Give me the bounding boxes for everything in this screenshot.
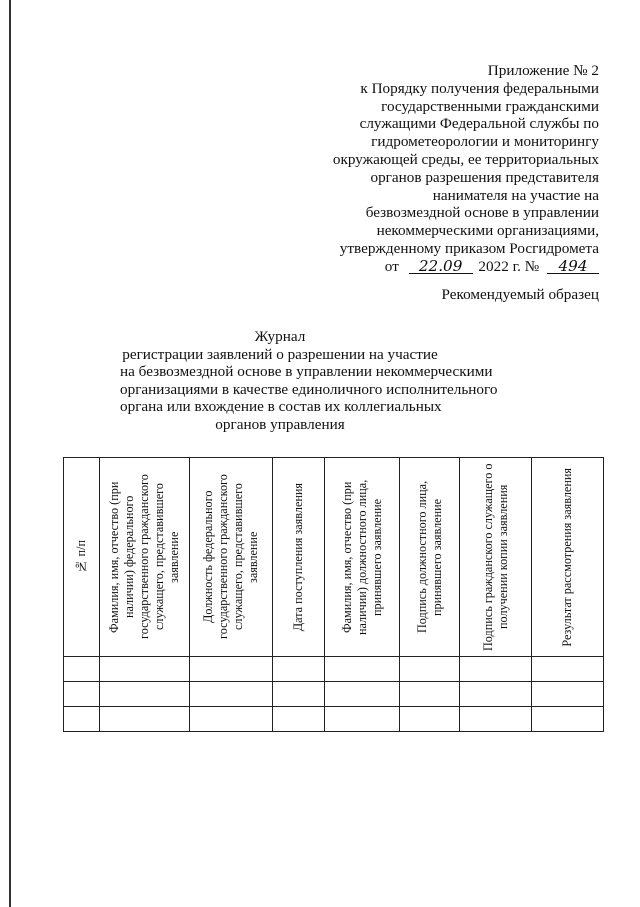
table-cell	[325, 682, 400, 707]
table-cell	[100, 657, 190, 682]
journal-heading: Журнал	[254, 328, 306, 345]
table-cell	[400, 657, 460, 682]
table-cell	[100, 682, 190, 707]
journal-title-line: органа или вхождение в состав их коллегиальных	[120, 398, 442, 416]
journal-title-line: регистрации заявлений о разрешении на участие	[122, 345, 438, 363]
table-cell	[190, 657, 273, 682]
appendix-line: служащими Федеральной службы по	[359, 115, 599, 133]
table-cell	[400, 707, 460, 732]
date-prefix: от	[384, 257, 399, 275]
date-middle: 2022 г. №	[478, 257, 540, 275]
table-cell	[460, 682, 532, 707]
table-cell	[190, 707, 273, 732]
handwritten-date: 22.09	[409, 259, 473, 274]
column-header: Результат рассмотрения заявления	[532, 458, 604, 657]
table-row	[64, 707, 604, 732]
table-row	[64, 682, 604, 707]
appendix-line: органов разрешения представителя	[370, 168, 599, 186]
appendix-line: к Порядку получения федеральными	[360, 79, 599, 97]
order-date-line	[333, 258, 599, 276]
table-cell	[325, 707, 400, 732]
table-cell	[273, 682, 325, 707]
column-header: Фамилия, имя, отчество (при наличии) должностного лица, принявшего заявление	[325, 458, 400, 657]
table-cell	[64, 707, 100, 732]
column-header: № п/п	[64, 458, 100, 657]
table-cell	[460, 707, 532, 732]
scan-left-border	[9, 0, 11, 907]
table-cell	[100, 707, 190, 732]
appendix-line: государственными гражданскими	[381, 97, 599, 115]
appendix-line: нанимателя на участие на	[432, 186, 599, 204]
table-cell	[64, 657, 100, 682]
table-row	[64, 657, 604, 682]
table-cell	[325, 657, 400, 682]
appendix-block	[333, 62, 599, 276]
journal-title-line: организациями в качестве единоличного исполнительного	[120, 380, 498, 398]
handwritten-order-number: 494	[547, 259, 599, 274]
column-header: Подпись гражданского служащего о получении копии заявления	[460, 458, 532, 657]
table-cell	[532, 707, 604, 732]
column-header: Дата поступления заявления	[273, 458, 325, 657]
table-header-row	[64, 458, 604, 657]
column-header: Должность федерального государственного гражданского служащего, представившего заявление	[190, 458, 273, 657]
appendix-line: окружающей среды, ее территориальных	[332, 150, 599, 168]
table-cell	[460, 657, 532, 682]
appendix-line: Приложение № 2	[487, 62, 599, 79]
appendix-line: некоммерческими организациями,	[376, 222, 599, 240]
appendix-line: гидрометеорологии и мониторингу	[371, 133, 599, 151]
journal-table	[63, 457, 604, 732]
appendix-line: безвозмездной основе в управлении	[365, 204, 599, 222]
table-cell	[400, 682, 460, 707]
journal-title-line: на безвозмездной основе в управлении некоммерческими	[120, 363, 493, 381]
recommended-sample-label: Рекомендуемый образец	[441, 286, 599, 303]
table-cell	[273, 657, 325, 682]
table-cell	[532, 682, 604, 707]
appendix-line: утвержденному приказом Росгидромета	[339, 239, 599, 257]
table-cell	[532, 657, 604, 682]
column-header: Подпись должностного лица, принявшего заявление	[400, 458, 460, 657]
journal-title-line: органов управления	[215, 415, 345, 433]
table-cell	[190, 682, 273, 707]
table-cell	[273, 707, 325, 732]
column-header: Фамилия, имя, отчество (при наличии) федерального государственного гражданского служащего, представившего заявление	[100, 458, 190, 657]
table-cell	[64, 682, 100, 707]
journal-title-block	[120, 328, 498, 434]
